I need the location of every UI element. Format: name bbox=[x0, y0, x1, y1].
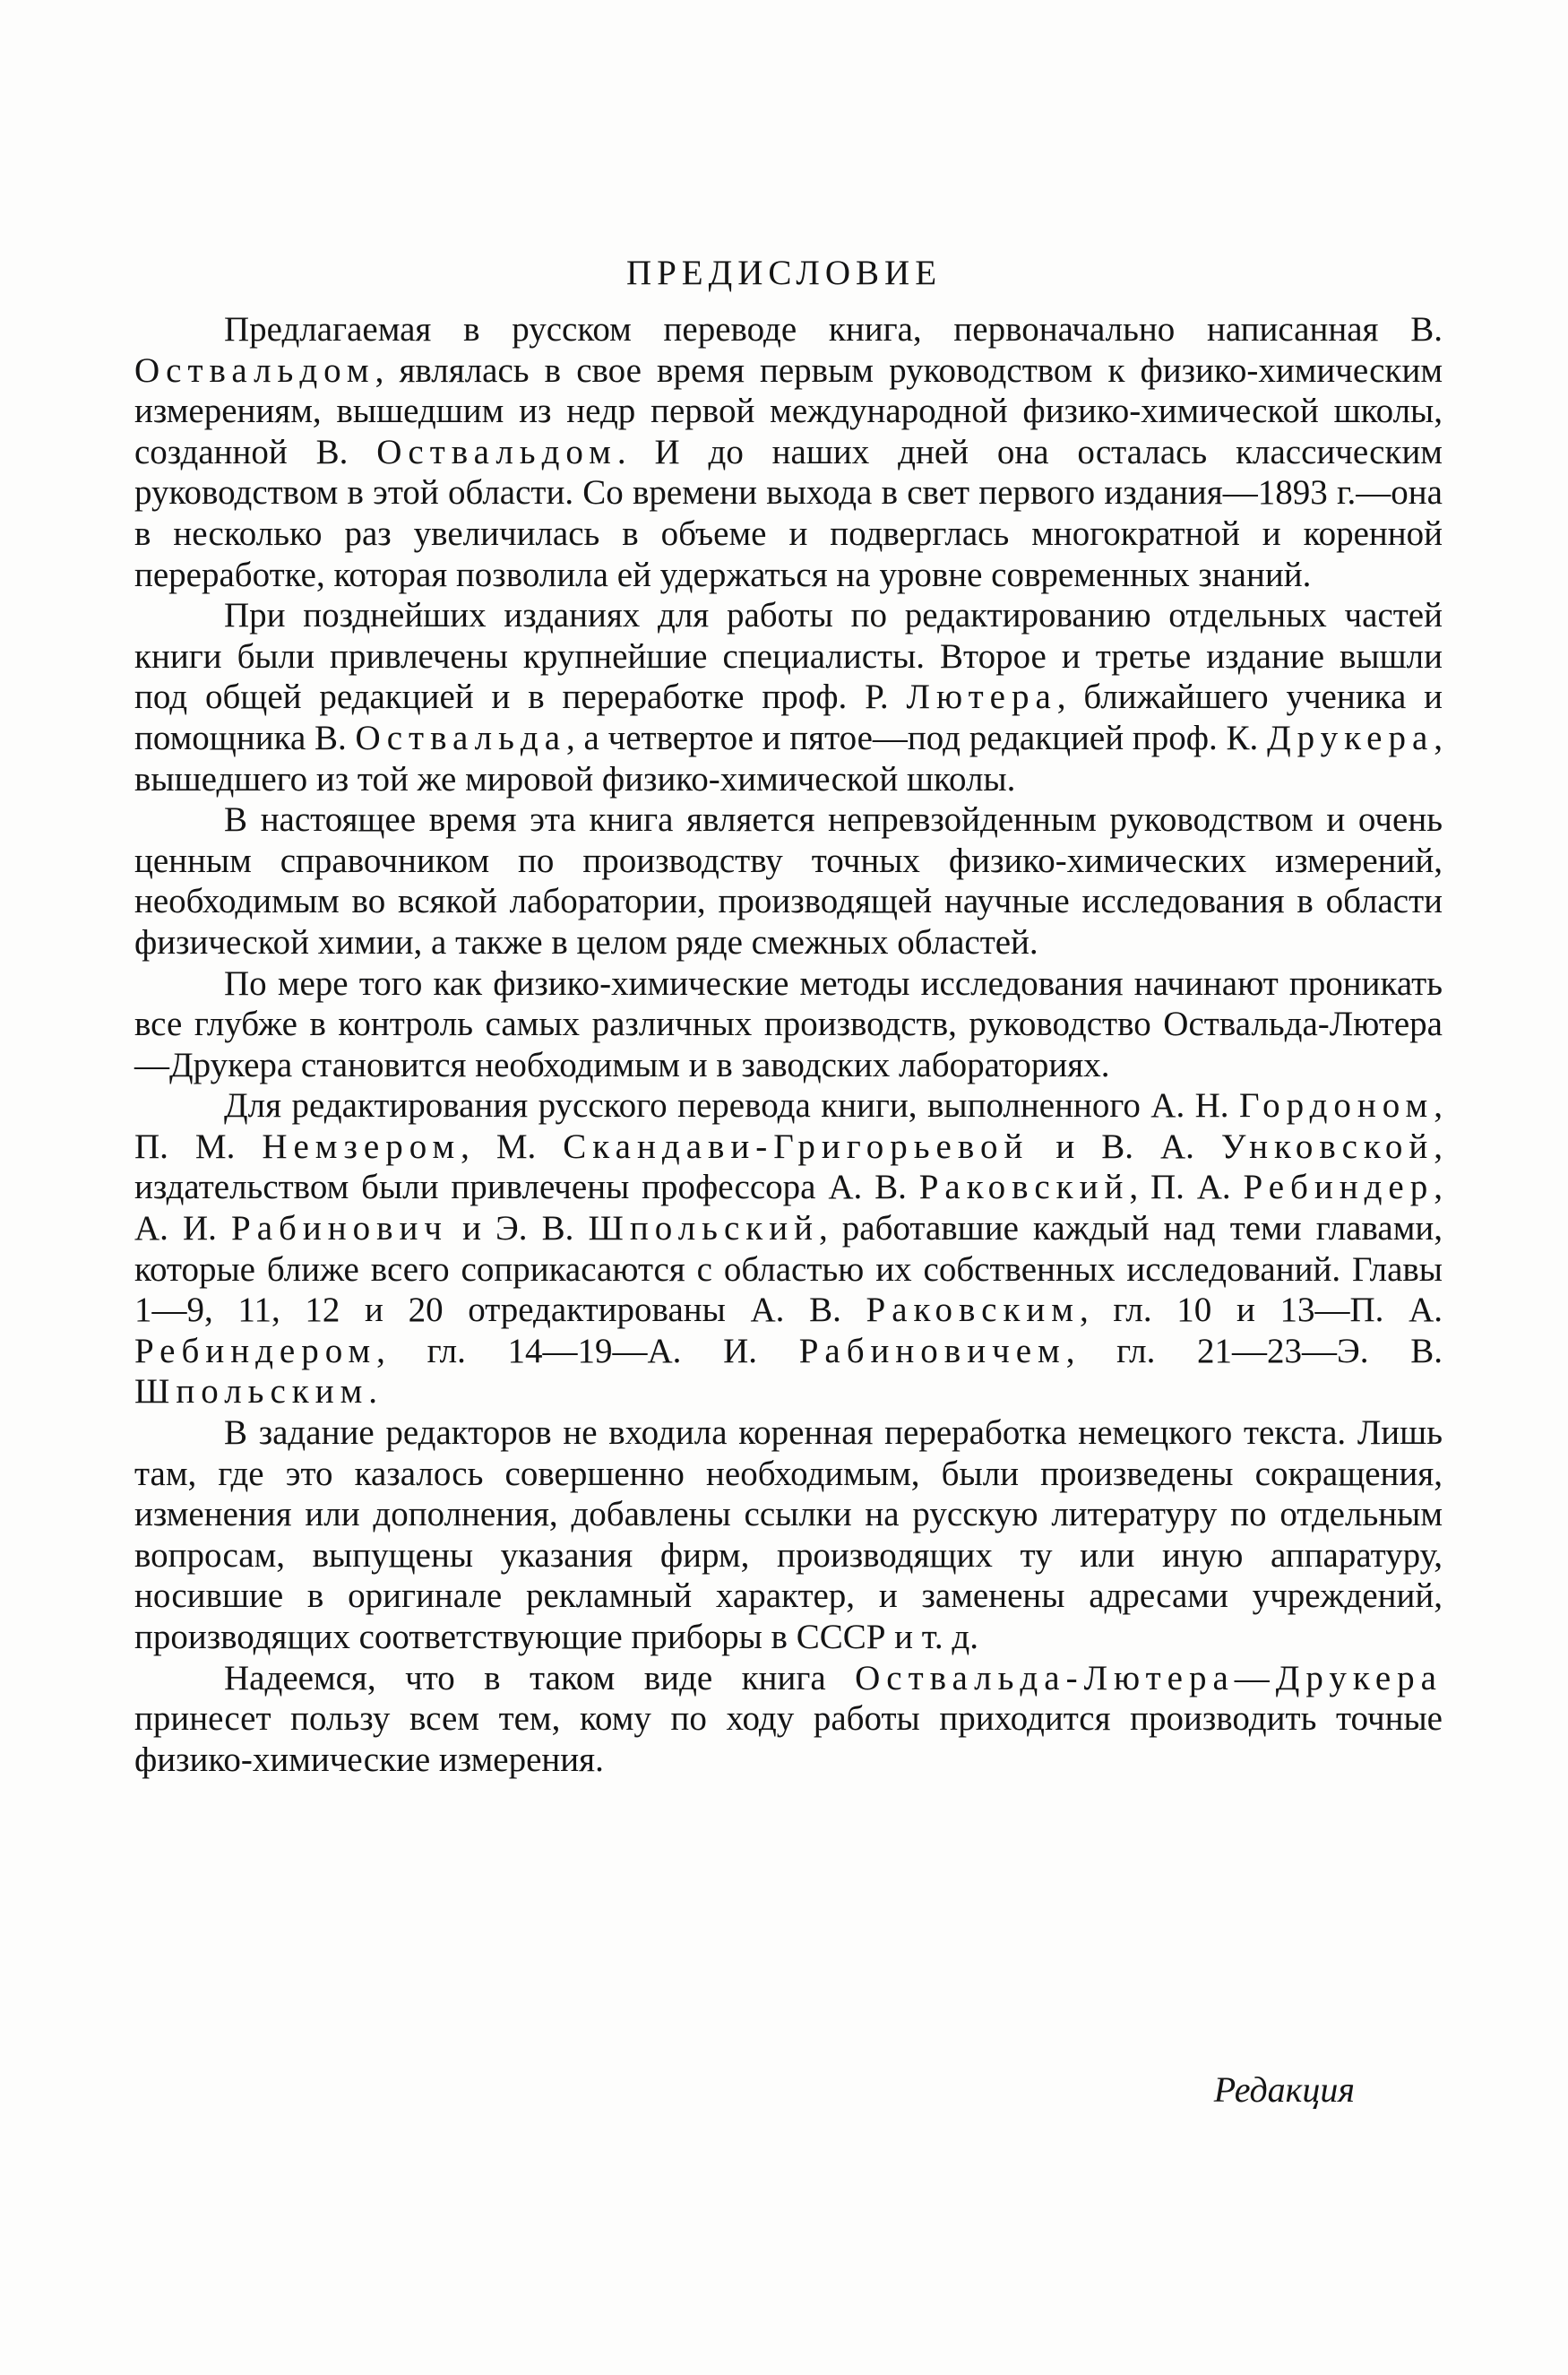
paragraph bbox=[134, 1658, 1443, 1781]
paragraph-text: . bbox=[368, 1372, 378, 1412]
paragraph-text: Для редактирования русского перевода книги, выполненного А. Н. bbox=[224, 1086, 1239, 1126]
paragraph-text: , являлась в свое время первым руководством к физико-химическим измерениям, вышедшим из недр первой международной физико-химической школы, созданной В. bbox=[134, 350, 1443, 471]
paragraph-text: , работавшие каждый над теми главами, которые ближе всего соприкасаются с областью их собственных исследований. Главы 1—9, 11, 12 и 20 отредактированы А. В. bbox=[134, 1209, 1443, 1330]
paragraph-text: , П. М. bbox=[134, 1086, 1443, 1166]
emphasized-name: Оствальдом bbox=[376, 432, 617, 471]
paragraph bbox=[134, 309, 1443, 595]
paragraph-text: , П. А. bbox=[1129, 1168, 1244, 1207]
emphasized-name: Оствальда-Лютера—Друкера bbox=[855, 1658, 1443, 1697]
paragraph-text: и Э. В. bbox=[448, 1209, 589, 1248]
paragraph-text: , гл. 21—23—Э. В. bbox=[1065, 1331, 1443, 1370]
emphasized-name: Немзером bbox=[262, 1127, 461, 1166]
emphasized-name: Оствальдом bbox=[134, 350, 375, 390]
emphasized-name: Лютера bbox=[906, 678, 1057, 717]
paragraph-text: Надеемся, что в таком виде книга bbox=[224, 1658, 856, 1697]
paragraph bbox=[134, 1412, 1443, 1658]
paragraph bbox=[134, 799, 1443, 963]
emphasized-name: Шпольский bbox=[588, 1209, 819, 1248]
emphasized-name: Шпольским bbox=[134, 1372, 369, 1412]
paragraph bbox=[134, 1085, 1443, 1412]
emphasized-name: Раковским bbox=[866, 1291, 1080, 1330]
paragraph bbox=[134, 595, 1443, 799]
paragraph bbox=[134, 963, 1443, 1086]
emphasized-name: Гордоном bbox=[1238, 1086, 1434, 1126]
paragraph-text: принесет пользу всем тем, кому по ходу работы приходится производить точные физико-химические измерения. bbox=[134, 1699, 1443, 1779]
paragraph-text: , М. bbox=[461, 1127, 564, 1166]
emphasized-name: Оствальда bbox=[355, 718, 567, 757]
paragraph-text: , ближайшего ученика и помощника В. bbox=[134, 678, 1443, 757]
paragraph-text: , вышедшего из той же мировой физико-химической школы. bbox=[134, 718, 1443, 799]
signature: Редакция bbox=[1213, 2069, 1355, 2110]
paragraph-text: . И до наших дней она осталась классическим руководством в этой области. Со времени выхода в свет первого издания—1893 г.—она в несколько раз увеличилась в объеме и подверглась многократной и коренной переработке, которая позволила ей удержаться на уровне современных знаний. bbox=[134, 432, 1443, 594]
paragraph-text: В задание редакторов не входила коренная переработка немецкого текста. Лишь там, где это казалось совершенно необходимым, были произведены сокращения, изменения или дополнения, добавлены ссылки на русскую литературу по отдельным вопросам, выпущены указания фирм, производящих ту или иную аппаратуру, носившие в оригинале рекламный характер, и заменены адресами учреждений, производящих соответствующие приборы в СССР и т. д. bbox=[134, 1413, 1443, 1656]
paragraph-text: , издательством были привлечены профессора А. В. bbox=[134, 1127, 1443, 1207]
preface-body bbox=[134, 309, 1443, 1780]
paragraph-text: и В. А. bbox=[1029, 1127, 1221, 1166]
paragraph-text: , гл. 10 и 13—П. А. bbox=[1079, 1291, 1443, 1330]
paragraph-text: Предлагаемая в русском переводе книга, первоначально написанная В. bbox=[224, 310, 1443, 349]
paragraph-text: По мере того как физико-химические методы исследования начинают проникать все глубже в контроль самых различных производств, руководство Оствальда-Лютера—Друкера становится необходимым и в заводских лабораториях. bbox=[134, 963, 1443, 1084]
paragraph-text: , гл. 14—19—А. И. bbox=[376, 1331, 799, 1370]
emphasized-name: Ребиндер bbox=[1243, 1168, 1434, 1207]
emphasized-name: Раковский bbox=[918, 1168, 1130, 1207]
paragraph-text: При позднейших изданиях для работы по редактированию отдельных частей книги были привлечены крупнейшие специалисты. Второе и третье издание вышли под общей редакцией и в переработке проф. Р. bbox=[134, 596, 1443, 717]
emphasized-name: Друкера bbox=[1267, 718, 1434, 757]
paragraph-text: , а четвертое и пятое—под редакцией проф. К. bbox=[566, 718, 1268, 757]
emphasized-name: Скандави-Григорьевой bbox=[563, 1127, 1030, 1166]
emphasized-name: Унковской bbox=[1220, 1127, 1434, 1166]
paragraph-text: В настоящее время эта книга является непревзойденным руководством и очень ценным справочником по производству точных физико-химических измерений, необходимым во всякой лаборатории, производящей научные исследования в области физической химии, а также в целом ряде смежных областей. bbox=[134, 800, 1443, 962]
paragraph-text: , А. И. bbox=[134, 1168, 1443, 1248]
emphasized-name: Рабинович bbox=[231, 1209, 449, 1248]
emphasized-name: Ребиндером bbox=[134, 1331, 377, 1370]
page-title: ПРЕДИСЛОВИЕ bbox=[625, 254, 943, 292]
emphasized-name: Рабиновичем bbox=[798, 1331, 1066, 1370]
